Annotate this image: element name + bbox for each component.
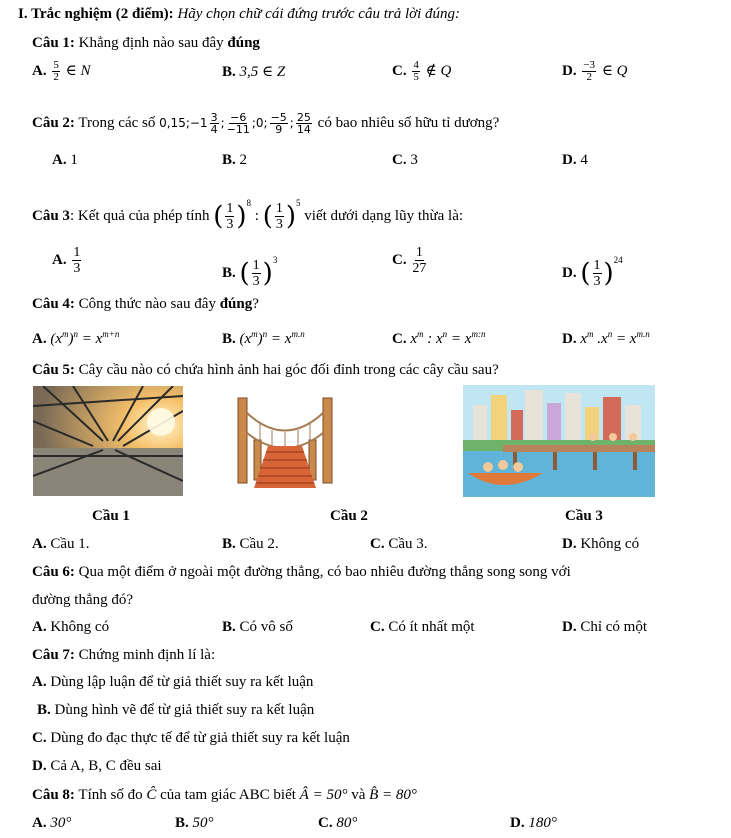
q1-option-d[interactable]: [562, 60, 628, 83]
option-relation: ∈ N: [65, 62, 91, 79]
option-value: 180°: [528, 815, 557, 831]
q7-option-d[interactable]: [32, 757, 162, 775]
q1-text: Khẳng định nào sau đây: [78, 35, 224, 51]
option-letter: B.: [37, 702, 51, 718]
q2-option-a[interactable]: [52, 151, 78, 169]
question-6: [32, 563, 571, 581]
option-expr: $x^m$ $.x^n = x^{m.n}$: [580, 329, 650, 347]
option-expr: $(x^m)^n = x^{m.n}$: [239, 329, 305, 347]
option-letter: D.: [562, 331, 577, 347]
bridge-2-image: [230, 388, 340, 498]
option-letter: D.: [562, 265, 577, 281]
option-letter: A.: [32, 331, 47, 347]
q7-option-c[interactable]: [32, 729, 350, 747]
q4-option-a[interactable]: [32, 325, 119, 348]
question-7: [32, 646, 215, 664]
option-letter: D.: [562, 62, 577, 79]
option-letter: C.: [318, 815, 333, 831]
option-letter: A.: [32, 674, 47, 690]
q4-option-b[interactable]: [222, 325, 305, 348]
fraction: $\frac{5}{2}$: [53, 59, 59, 83]
question-3: [32, 183, 463, 236]
bridge-3-image: [463, 385, 655, 497]
option-value: Cầu 1.: [50, 536, 90, 552]
q5-option-d[interactable]: [562, 535, 639, 553]
q2-option-b[interactable]: [222, 151, 247, 169]
q3-option-c[interactable]: [392, 240, 428, 280]
option-value: Cầu 3.: [388, 536, 428, 552]
q4-emph: đúng: [219, 296, 253, 312]
option-letter: A.: [32, 619, 47, 635]
q6-option-c[interactable]: [370, 618, 475, 636]
option-letter: A.: [52, 152, 67, 168]
fraction: $\frac{1}{3}$: [73, 245, 81, 277]
q3-option-d[interactable]: D. ( $\frac{1}{3}$ )$^{24}$: [562, 255, 623, 290]
q2-text: Trong các số: [78, 115, 156, 131]
option-letter: B.: [222, 536, 236, 552]
angle-a: Â = 50°: [299, 787, 348, 803]
q4-label: Câu 4:: [32, 296, 75, 312]
option-expr: 3,5 ∈ Z: [239, 64, 286, 80]
q8-option-a[interactable]: [32, 814, 71, 832]
q6-text-line-2: đường thẳng đó?: [32, 592, 134, 608]
q1-option-c[interactable]: [392, 60, 451, 83]
option-value: 50°: [192, 815, 214, 831]
option-value: Không có: [50, 619, 110, 635]
q4-option-d[interactable]: [562, 325, 650, 348]
option-value: Dùng hình vẽ để từ giả thiết suy ra kết luận: [54, 702, 315, 718]
q1-option-a[interactable]: [32, 60, 90, 83]
option-letter: C.: [392, 252, 407, 268]
q2-numbers: 0,15;−1 $\frac{3}{4}$ ; $\frac{-6}{-11}$ ;0; $\frac{-5}{9}$ ; $\frac{25}{14}$: [159, 111, 311, 136]
option-value: 30°: [50, 815, 72, 831]
option-letter: B.: [175, 815, 189, 831]
question-5: [32, 361, 499, 379]
option-letter: C.: [370, 536, 385, 552]
option-letter: A.: [32, 62, 47, 79]
q2-label: Câu 2:: [32, 115, 75, 131]
q5-option-b[interactable]: [222, 535, 279, 553]
fraction: $\frac{1}{27}$: [412, 245, 427, 277]
option-value: Cả A, B, C đều sai: [50, 758, 162, 774]
option-value: 4: [580, 152, 588, 168]
section-header: [18, 5, 460, 23]
option-relation: ∈ Q: [601, 62, 628, 79]
option-value: Có ít nhất một: [388, 619, 475, 635]
option-value: Dùng đo đạc thực tế để từ giả thiết suy ra kết luận: [50, 730, 350, 746]
q6-option-d[interactable]: [562, 618, 647, 636]
option-letter: C.: [392, 62, 407, 79]
option-letter: B.: [222, 64, 236, 80]
option-value: 1: [70, 152, 78, 168]
q3-option-b[interactable]: B. ( $\frac{1}{3}$ )$^3$: [222, 255, 278, 290]
q3-text-after: viết dưới dạng lũy thừa là:: [304, 208, 464, 224]
option-value: Dùng lập luận để từ giả thiết suy ra kết luận: [50, 674, 314, 690]
option-letter: D.: [562, 152, 577, 168]
q1-label: Câu 1:: [32, 35, 75, 51]
q7-label: Câu 7:: [32, 647, 75, 663]
q5-option-c[interactable]: [370, 535, 428, 553]
option-letter: C.: [392, 331, 407, 347]
q3-text: : Kết quả của phép tính: [69, 208, 210, 224]
q3-option-a[interactable]: [52, 240, 83, 280]
option-value: Có vô số: [239, 619, 293, 635]
option-letter: C.: [370, 619, 385, 635]
q2-text-after: có bao nhiêu số hữu tỉ dương?: [317, 115, 500, 131]
q1-emph: đúng: [227, 35, 260, 51]
fraction: $\frac{1}{3}$: [252, 258, 260, 290]
q8-and: và: [351, 787, 366, 803]
option-relation: ∉ Q: [425, 62, 452, 79]
q7-text: Chứng minh định lí là:: [78, 647, 216, 663]
option-letter: D.: [562, 619, 577, 635]
option-letter: B.: [222, 619, 236, 635]
q7-option-b[interactable]: [37, 701, 314, 719]
option-letter: D.: [562, 536, 577, 552]
option-value: Cầu 2.: [239, 536, 279, 552]
fraction: $\frac{-3}{2}$: [583, 59, 596, 83]
q6-option-b[interactable]: [222, 618, 293, 636]
bridge-1-caption: Cầu 1: [92, 508, 130, 524]
q2-option-c[interactable]: [392, 151, 418, 169]
bridge-2-caption: Cầu 2: [330, 508, 368, 524]
q4-end: ?: [252, 296, 259, 312]
option-letter: B.: [222, 331, 236, 347]
option-letter: D.: [510, 815, 525, 831]
q8-text-2: của tam giác ABC biết: [160, 787, 296, 803]
q6-option-a[interactable]: [32, 618, 109, 636]
fraction: $\frac{4}{5}$: [413, 59, 419, 83]
question-2: [32, 103, 499, 143]
q8-option-d[interactable]: [510, 814, 557, 832]
option-value: Chỉ có một: [580, 619, 648, 635]
angle-c: Ĉ: [146, 787, 157, 803]
question-8: [32, 786, 417, 804]
q8-label: Câu 8:: [32, 787, 75, 803]
q7-option-a[interactable]: [32, 673, 313, 691]
q5-label: Câu 5:: [32, 362, 75, 378]
q3-label: Câu 3: [32, 208, 70, 224]
option-letter: A.: [32, 815, 47, 831]
option-value: 2: [239, 152, 248, 168]
q2-option-d[interactable]: [562, 151, 588, 169]
q6-text: Qua một điểm ở ngoài một đường thẳng, có bao nhiêu đường thẳng song song với: [78, 564, 571, 580]
option-expr: $(x^m)^n = x^{m+n}$: [50, 329, 120, 347]
q3-expression: ( $\frac{1}{3}$ )$^8$ : ( $\frac{1}{3}$ )$^5$: [213, 198, 301, 233]
q4-text: Công thức nào sau đây: [78, 296, 216, 312]
bridge-1-image: [33, 386, 183, 496]
option-letter: C.: [32, 730, 47, 746]
fraction: $\frac{1}{3}$: [593, 258, 601, 290]
option-value: Không có: [580, 536, 640, 552]
q5-option-a[interactable]: [32, 535, 90, 553]
section-title: I. Trắc nghiệm (2 điểm):: [18, 6, 174, 22]
q8-option-c[interactable]: [318, 814, 357, 832]
q4-option-c[interactable]: [392, 325, 485, 348]
option-letter: A.: [52, 252, 67, 268]
angle-b: B̂ = 80°: [369, 787, 417, 803]
bridge-3-caption: Cầu 3: [565, 508, 603, 524]
option-value: 3: [410, 152, 418, 168]
q8-option-b[interactable]: [175, 814, 214, 832]
question-4: [32, 295, 259, 313]
question-1: [32, 34, 260, 52]
option-letter: B.: [222, 265, 236, 281]
q5-text: Cây cầu nào có chứa hình ảnh hai góc đối đỉnh trong các cây cầu sau?: [78, 362, 499, 378]
option-expr: $x^m$ : $x^n = x^{m:n}$: [410, 329, 486, 347]
q6-label: Câu 6:: [32, 564, 75, 580]
option-letter: B.: [222, 152, 236, 168]
q8-text: Tính số đo: [78, 787, 143, 803]
section-instruction: Hãy chọn chữ cái đứng trước câu trả lời đúng:: [177, 6, 461, 22]
option-letter: A.: [32, 536, 47, 552]
option-letter: C.: [392, 152, 407, 168]
q1-option-b[interactable]: [222, 63, 285, 81]
option-letter: D.: [32, 758, 47, 774]
option-value: 80°: [336, 815, 358, 831]
